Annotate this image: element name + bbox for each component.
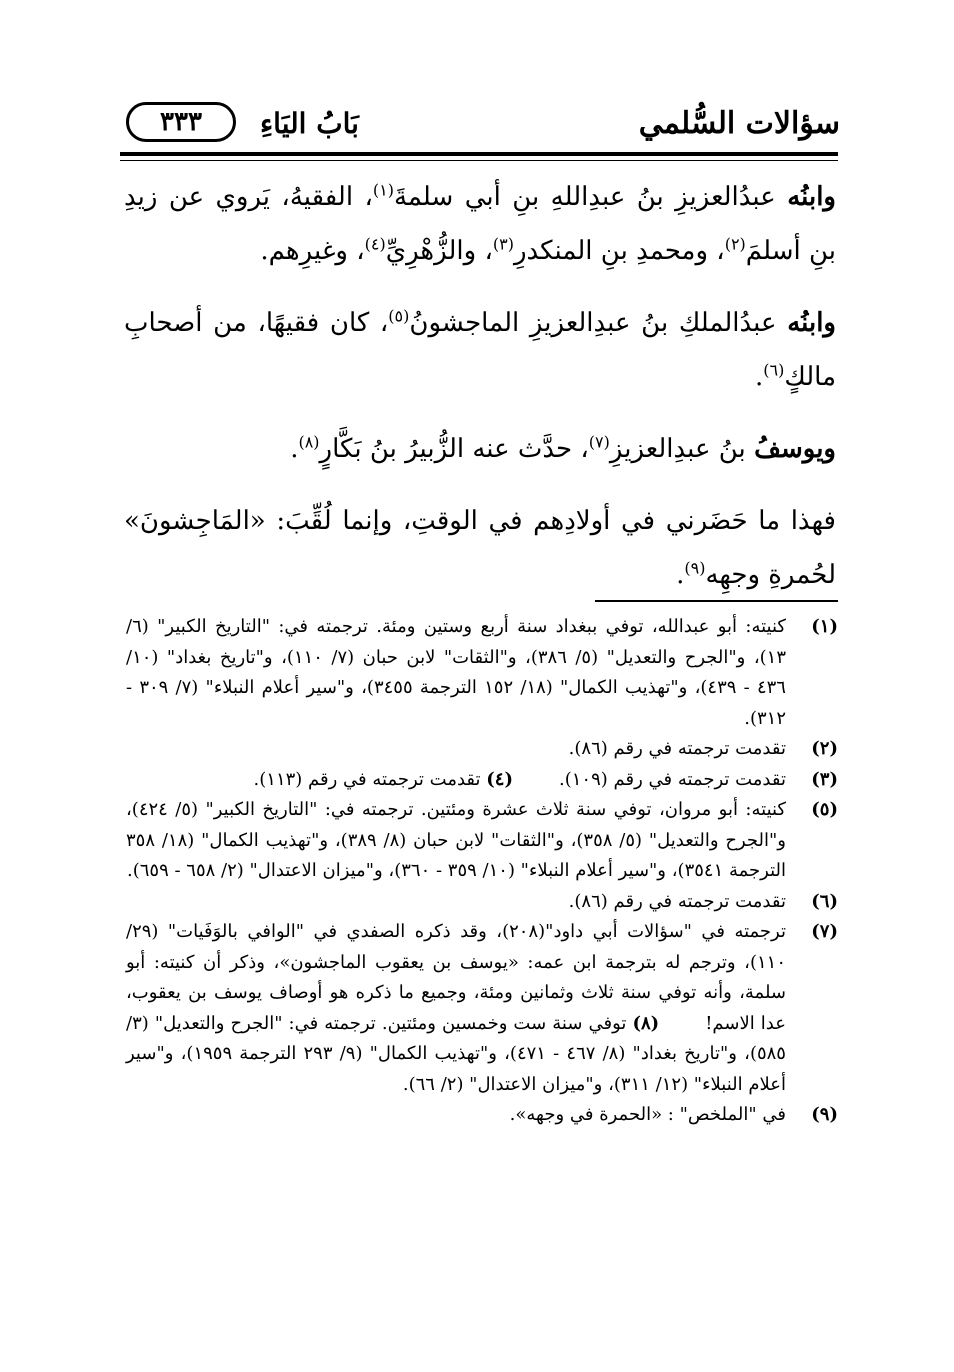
text-run: عبدُالملكِ بنُ عبدِالعزيزِ الماجشونُ [409,308,788,338]
footnote-separator [595,600,838,602]
footnote-number: (٥) [811,799,838,820]
footnote-5 [126,795,838,887]
footnote-text: تقدمت ترجمته في رقم (٨٦). [568,738,786,759]
text-run: فهذا ما حَضَرني في أولادِهم في الوقتِ، وإنما لُقِّبَ: «المَاجِشونَ» لحُمرةِ وجهِه [124,506,836,590]
footnote-number: (٩) [811,1104,838,1125]
footnote-text: كنيته: أبو مروان، توفي سنة ثلاث عشرة ومئتين. ترجمته في: "التاريخ الكبير" (٥/ ٤٢٤)، و"الجرح والتعديل" (٥/ ٣٥٨)، و"الثقات" لابن حبان (٨/ ٣٨٩)، و"تهذيب الكمال" (١٨/ ٣٥٨ الترجمة ٣٥٤١)، و"سير أعلام النبلاء" (١٠/ ٣٥٩ - ٣٦٠)، و"ميزان الاعتدال" (٢/ ٦٥٨ - ٦٥٩). [126,799,786,881]
footnote-text [126,917,786,1100]
footnote-2 [126,734,838,765]
text-run: ، الفقيهُ، يَروي عن زيدِ بنِ أسلمَ [124,182,836,266]
footnote-ref[interactable]: (٢) [724,234,746,254]
footnote-number: (٦) [811,890,838,912]
footnote-text-3: تقدمت ترجمته في رقم (١٠٩). [559,768,786,790]
lead-word: وابنُه [787,308,836,338]
footnote-text: في "الملخص" : «الحمرة في وجهه». [509,1104,786,1125]
text-run: ، حدَّث عنه الزُّبيرُ بنُ بَكَّارٍ [319,434,589,464]
lead-word: ويوسفُ [754,434,836,464]
footnote-ref[interactable]: (٦) [763,360,785,380]
footnote-9 [126,1100,838,1131]
text-run: بنُ عبدِالعزيزِ [609,434,755,464]
footnote-text-8: توفي سنة ست وخمسين ومئتين. ترجمته في: "الجرح والتعديل" (٣/ ٥٨٥)، و"تاريخ بغداد" (٨/ ٤٦٧ - ٤٧١)، و"تهذيب الكمال" (٩/ ٢٩٣ الترجمة ١٩٥٩)، و"سير أعلام النبلاء" (١٢/ ٣١١)، و"ميزان الاعتدال" (٢/ ٦٦). [126,1012,786,1095]
footnote-text: تقدمت ترجمته في رقم (٨٦). [568,890,786,912]
footnotes [126,612,838,1131]
paragraph-abdulmalik [124,296,836,404]
footnote-3-4 [126,765,838,796]
footnote-text-4: تقدمت ترجمته في رقم (١١٣). [253,768,481,790]
footnote-ref[interactable]: (٨) [298,432,320,452]
footnote-number-8: (٨) [632,1012,660,1034]
text-run: ، وغيرِهم. [260,236,365,266]
book-title: سؤالات السُّلمي [638,106,840,141]
footnote-ref[interactable]: (٧) [588,432,610,452]
header-rule-thin [120,160,838,161]
page-number: ٣٣٣ [126,102,236,142]
paragraph-yusuf [124,422,836,476]
footnote-number-4: (٤) [486,768,513,790]
footnote-6 [126,887,838,918]
footnote-ref[interactable]: (٣) [492,234,514,254]
text-run: . [290,434,299,464]
header-rule-thick [120,152,838,156]
text-run: . [676,560,685,590]
footnote-text [126,765,786,796]
chapter-title: بَابُ اليَاءِ [260,107,359,140]
text-run: ، ومحمدِ بنِ المنكدرِ [513,236,725,266]
footnote-text: كنيته: أبو عبدالله، توفي ببغداد سنة أربع وستين ومئة. ترجمته في: "التاريخ الكبير" (٦/ ١٣)، و"الجرح والتعديل" (٥/ ٣٨٦)، و"الثقات" لابن حبان (٧/ ١١٠)، و"تاريخ بغداد" (١٠/ ٤٣٦ - ٤٣٩)، و"تهذيب الكمال" (١٨/ ١٥٢ الترجمة ٣٤٥٥)، و"سير أعلام النبلاء" (٧/ ٣٠٩ - ٣١٢). [126,616,786,729]
footnote-ref[interactable]: (٤) [364,234,386,254]
footnote-text-7: ترجمته في "سؤالات أبي داود"(٢٠٨)، وقد ذكره الصفدي في "الوافي بالوَفَيات" (٢٩/ ١١٠)، وترجم له بترجمة ابن عمه: «يوسف بن يعقوب الماجشون»، وذكر أن كنيته: أبو سلمة، وأنه توفي سنة ثلاث وثمانين ومئة، وجميع ما ذكره هو أوصاف يوسف بن يعقوب، عدا الاسم! [126,921,786,1034]
footnote-ref[interactable]: (٩) [684,558,706,578]
lead-word: وابنُه [787,182,836,212]
paragraph-conclusion [124,494,836,602]
paragraph-abdulaziz [124,170,836,278]
page-header [120,92,840,150]
text-run: عبدُالعزيزِ بنُ عبدِاللهِ بنِ أبي سلمةَ [393,182,788,212]
footnote-number: (٣) [811,768,838,790]
footnote-number: (٢) [811,738,838,759]
footnote-ref[interactable]: (٥) [388,306,410,326]
footnote-1 [126,612,838,734]
footnote-number: (٧) [811,921,838,942]
main-text [124,170,836,620]
footnote-7-8 [126,917,838,1100]
footnote-ref[interactable]: (١) [372,180,394,200]
text-run: . [754,362,764,392]
footnote-number: (١) [811,616,838,637]
text-run: ، والزُّهْرِيِّ [385,236,493,266]
text-run: ، كان فقيهًا، من أصحابِ مالكٍ [124,308,836,392]
